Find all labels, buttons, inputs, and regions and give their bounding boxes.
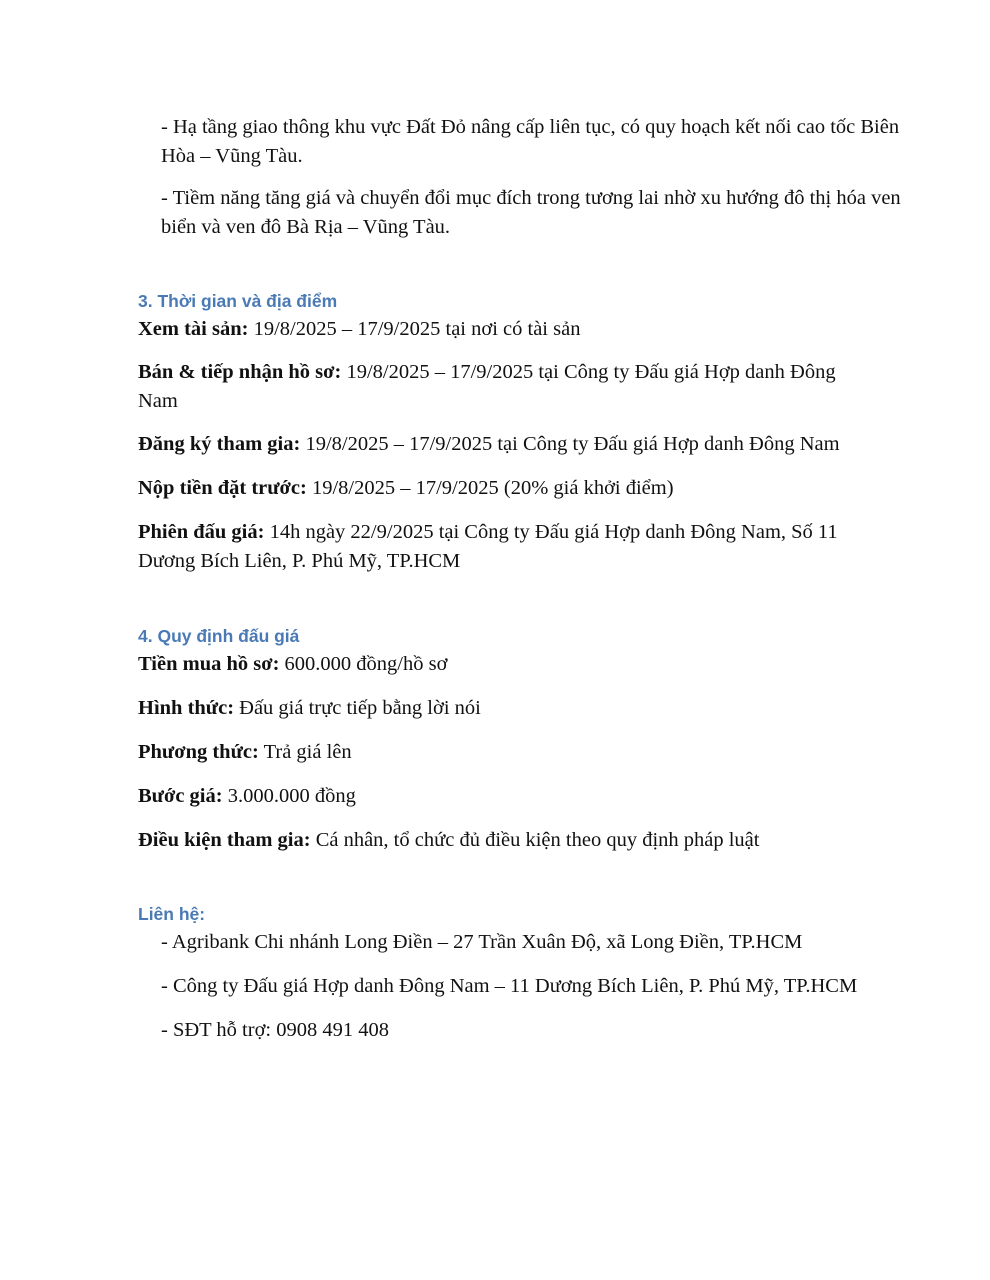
- field-value: 14h ngày 22/9/2025 tại Công ty Đấu giá Hợp danh Đông Nam, Số 11 Dương Bích Liên, P. Phú Mỹ, TP.HCM: [138, 521, 838, 572]
- field-value: 3.000.000 đồng: [222, 785, 356, 807]
- field-value: Cá nhân, tổ chức đủ điều kiện theo quy định pháp luật: [310, 829, 760, 851]
- field-price-step: [138, 782, 878, 811]
- field-dossier-fee: [138, 650, 878, 679]
- section-4-heading: 4. Quy định đấu giá: [138, 626, 300, 646]
- field-label: Phương thức:: [138, 741, 259, 763]
- field-value: 19/8/2025 – 17/9/2025 tại nơi có tài sản: [248, 318, 581, 340]
- field-label: Hình thức:: [138, 697, 235, 719]
- field-label: Điều kiện tham gia:: [138, 829, 311, 851]
- field-label: Xem tài sản:: [138, 318, 249, 340]
- field-label: Tiền mua hồ sơ:: [138, 653, 280, 675]
- field-form: [138, 694, 878, 723]
- field-value: 600.000 đồng/hồ sơ: [279, 653, 448, 675]
- field-conditions: [138, 826, 878, 855]
- field-value: Trả giá lên: [258, 741, 352, 763]
- field-sale-dossier: [138, 358, 878, 416]
- field-label: Bán & tiếp nhận hồ sơ:: [138, 361, 342, 383]
- field-value: Đấu giá trực tiếp bằng lời nói: [234, 697, 481, 719]
- intro-bullet-infrastructure: - Hạ tầng giao thông khu vực Đất Đỏ nâng cấp liên tục, có quy hoạch kết nối cao tốc Biên Hòa – Vũng Tàu.: [161, 116, 900, 167]
- field-value: 19/8/2025 – 17/9/2025 tại Công ty Đấu giá Hợp danh Đông Nam: [138, 361, 836, 412]
- intro-bullet-potential: - Tiềm năng tăng giá và chuyển đổi mục đích trong tương lai nhờ xu hướng đô thị hóa ven biển và ven đô Bà Rịa – Vũng Tàu.: [161, 187, 901, 238]
- contact-item-agribank: - Agribank Chi nhánh Long Điền – 27 Trần Xuân Độ, xã Long Điền, TP.HCM: [161, 931, 803, 953]
- contact-item-phone: - SĐT hỗ trợ: 0908 491 408: [161, 1019, 389, 1041]
- field-view-asset: [138, 315, 878, 344]
- field-label: Phiên đấu giá:: [138, 521, 265, 543]
- field-registration: [138, 430, 878, 459]
- field-deposit: [138, 474, 878, 503]
- field-label: Nộp tiền đặt trước:: [138, 477, 307, 499]
- field-label: Bước giá:: [138, 785, 223, 807]
- field-value: 19/8/2025 – 17/9/2025 (20% giá khởi điểm): [306, 477, 674, 499]
- field-auction-session: [138, 518, 878, 576]
- field-value: 19/8/2025 – 17/9/2025 tại Công ty Đấu giá Hợp danh Đông Nam: [300, 433, 840, 455]
- section-3-heading: 3. Thời gian và địa điểm: [138, 291, 338, 311]
- contact-item-auction-company: - Công ty Đấu giá Hợp danh Đông Nam – 11 Dương Bích Liên, P. Phú Mỹ, TP.HCM: [161, 975, 858, 997]
- field-method: [138, 738, 878, 767]
- contact-heading: Liên hệ:: [138, 904, 206, 924]
- field-label: Đăng ký tham gia:: [138, 433, 301, 455]
